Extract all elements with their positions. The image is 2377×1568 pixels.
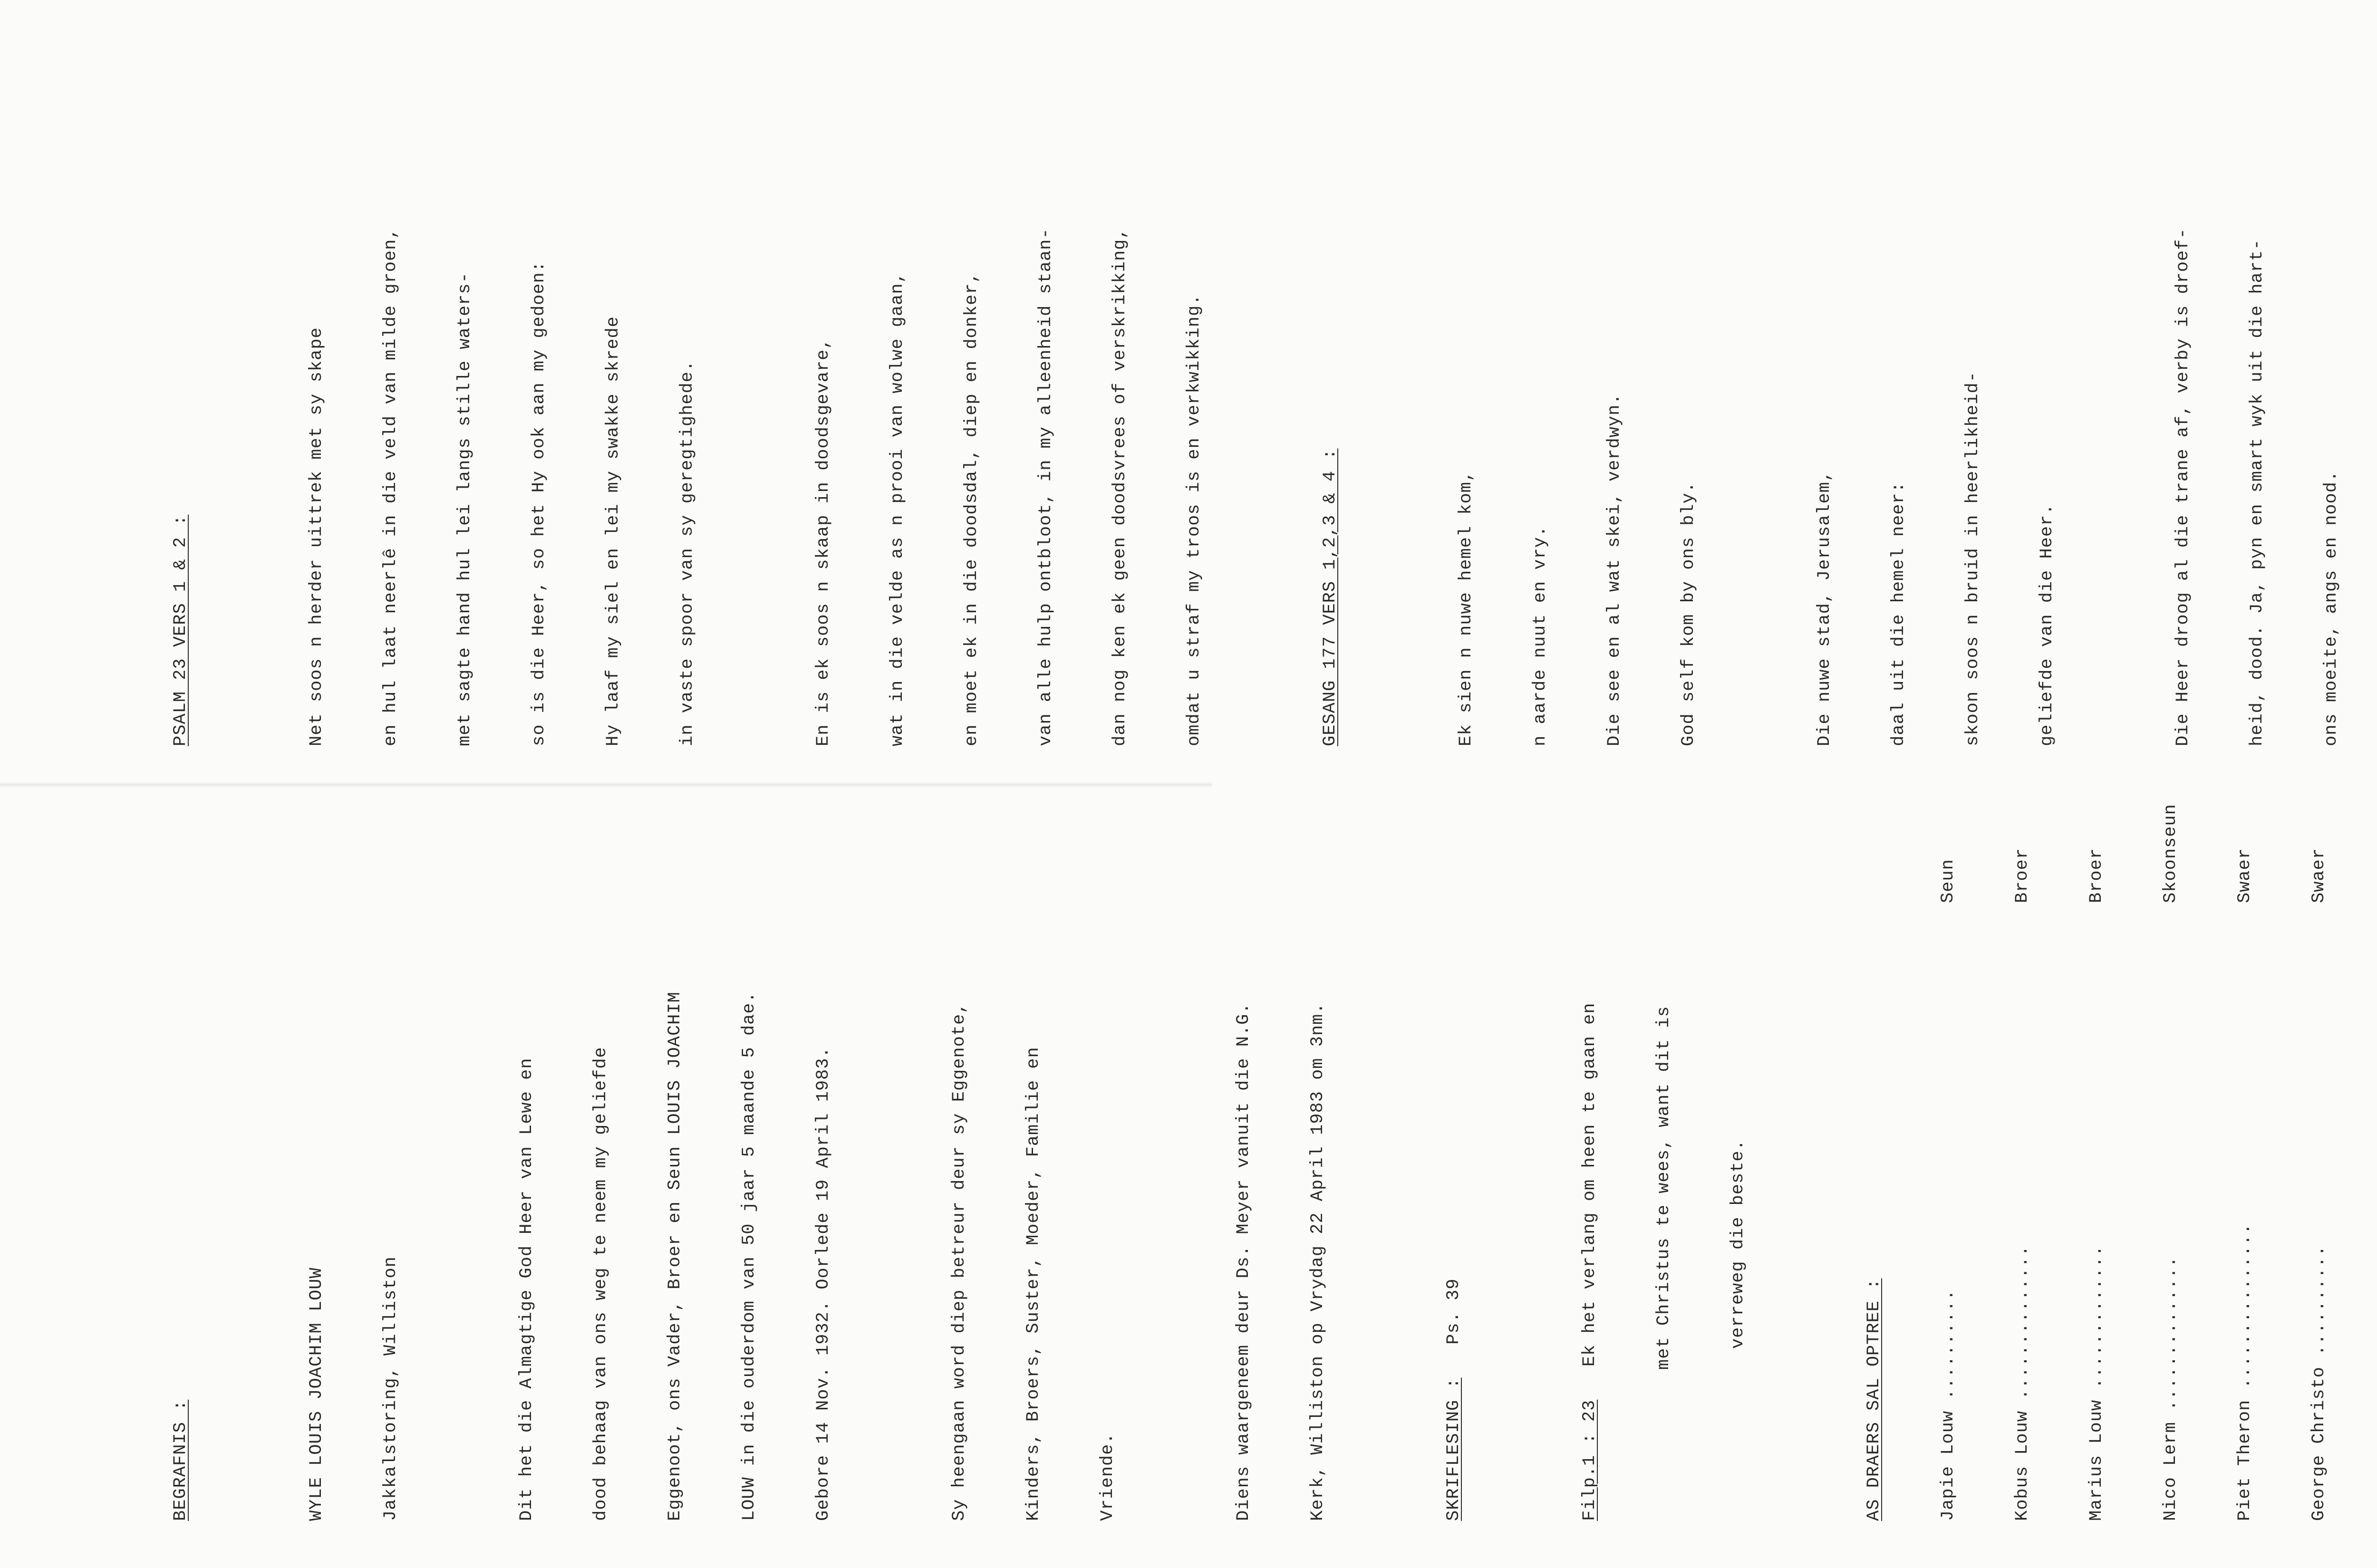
bearer-name: Marius Louw .............	[2087, 1245, 2106, 1521]
psalm-line: van alle hulp ontbloot, in my alleenheid staan-	[1036, 228, 1056, 746]
bearer-relation: Swaer	[2235, 847, 2255, 903]
intro-line: Eggenoot, ons Vader, Broer en Seun LOUIS JOACHIM	[665, 991, 685, 1521]
mourners-line: Sy heengaan word diep betreur deur sy Eggenote,	[949, 1002, 969, 1521]
gesang-line: ons moeite, angs en nood.	[2321, 470, 2341, 746]
gesang-heading: GESANG 177 VERS 1,2,3 & 4 :	[1320, 448, 1340, 746]
intro-line: Dit het die Almagtige God Heer van Lewe en	[517, 1058, 537, 1521]
gesang-line: geliefde van die Heer.	[2037, 503, 2057, 746]
bearer-relation: Swaer	[2309, 847, 2329, 903]
psalm-line: en moet ek in die doodsdal, diep en donker,	[962, 272, 982, 746]
psalm-heading: PSALM 23 VERS 1 & 2 :	[171, 514, 191, 746]
intro-line: Gebore 14 Nov. 1932. Oorlede 19 April 1983.	[813, 1047, 833, 1521]
psalm-line: en hul laat neerlê in die veld van milde groen,	[381, 228, 401, 746]
gesang-line: God self kom by ons bly.	[1679, 481, 1699, 746]
psalm-line: En is ek soos n skaap in doodsgevare,	[813, 338, 833, 746]
gesang-line: heid, dood. Ja, pyn en smart wyk uit die hart-	[2247, 239, 2267, 746]
location: Jakkalstoring, Williston	[381, 1256, 401, 1521]
service-line: Diens waargeneem deur Ds. Meyer vanuit die N.G.	[1234, 1002, 1254, 1521]
gesang-line: Ek sien n nuwe hemel kom,	[1456, 470, 1476, 746]
filp-line: verreweg die beste.	[1728, 1139, 1748, 1349]
bearer-relation: Seun	[1938, 859, 1958, 903]
reading-label: SKRIFLESING :	[1444, 1377, 1464, 1521]
deceased-name: WYLE LOUIS JOACHIM LOUW	[307, 1267, 327, 1521]
bearer-name: Japie Louw ..........	[1938, 1289, 1958, 1521]
reading-ref: Ps. 39	[1444, 1278, 1464, 1345]
gesang-line: Die nuwe stad, Jerusalem,	[1815, 470, 1835, 746]
filp-ref: Filp.1 : 23	[1580, 1399, 1600, 1521]
intro-line: LOUW in die ouderdom van 50 jaar 5 maande 5 dae.	[739, 991, 759, 1521]
funeral-heading: BEGRAFNIS :	[171, 1399, 191, 1521]
psalm-line: wat in die velde as n prooi van wolwe gaan,	[888, 272, 908, 746]
gesang-line: skoon soos n bruid in heerlikheid-	[1963, 371, 1983, 746]
psalm-line: Hy laaf my siel en lei my swakke skrede	[603, 316, 623, 746]
gesang-line: Die Heer droog al die trane af, verby is droef-	[2173, 228, 2193, 746]
bearers-heading: AS DRAERS SAL OPTREE :	[1864, 1278, 1884, 1521]
bearer-relation: Broer	[2087, 847, 2106, 903]
gesang-line: Die see en al wat skei, verdwyn.	[1604, 393, 1624, 746]
bearer-relation: Skoonseun	[2161, 804, 2181, 903]
filp-line: met Christus te wees, want dit is	[1654, 1006, 1674, 1370]
psalm-line: in vaste spoor van sy geregtighede.	[677, 360, 697, 746]
mourners-line: Vriende.	[1098, 1433, 1118, 1521]
bearer-name: Piet Theron ...............	[2235, 1223, 2255, 1521]
gesang-line: n aarde nuut en vry.	[1530, 525, 1550, 746]
hymns-panel	[119, 0, 2341, 746]
psalm-line: so is die Heer, so het Hy ook aan my gedoen:	[529, 261, 549, 746]
bearer-name: Nico Lerm ..............	[2161, 1256, 2181, 1521]
filp-line: Ek het verlang om heen te gaan en	[1580, 1002, 1600, 1367]
psalm-line: Net soos n herder uittrek met sy skape	[307, 327, 327, 746]
bearer-name: Kobus Louw ..............	[2012, 1245, 2032, 1521]
psalm-line: dan nog ken ek geen doodsvrees of verskrikking,	[1110, 228, 1130, 746]
service-line: Kerk, Williston op Vrydag 22 April 1983 om 3nm.	[1308, 1002, 1328, 1521]
bearer-name: George Christo ..........	[2309, 1245, 2329, 1521]
gesang-line: daal uit die hemel neer:	[1889, 481, 1909, 746]
psalm-line: omdat u straf my troos is en verkwikking.	[1184, 294, 1204, 746]
psalm-line: met sagte hand hul lei langs stille waters-	[455, 272, 475, 746]
bearer-relation: Broer	[2012, 847, 2032, 903]
intro-line: dood behaag van ons weg te neem my geliefde	[591, 1047, 611, 1521]
mourners-line: Kinders, Broers, Suster, Moeder, Familie en	[1024, 1047, 1044, 1521]
